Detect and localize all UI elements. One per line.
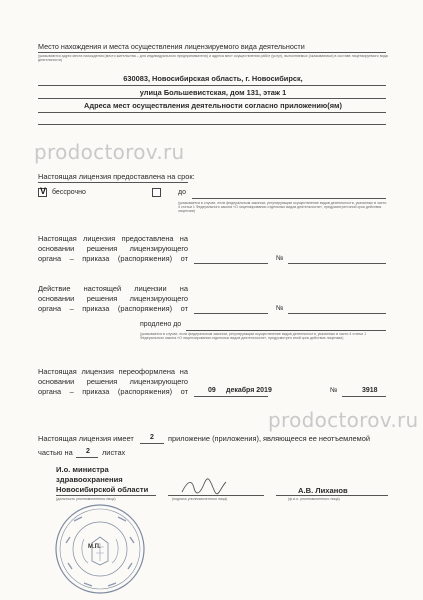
reissue-number: 3918: [362, 387, 378, 394]
basis-line-2: основании решения лицензирующего: [38, 244, 188, 253]
header-title: Место нахождения и места осуществления лицензируемого вида деятельности: [38, 42, 305, 51]
term-label: Настоящая лицензия предоставлена на срок:: [38, 172, 195, 181]
reissue-month-year: декабря 2019: [226, 387, 272, 394]
signer-position-line-2: здравоохранения: [56, 475, 123, 484]
address-line-2: улица Большевистская, дом 131, этаж 1: [139, 88, 287, 97]
header-rule: [38, 52, 386, 53]
basis-number-rule: [288, 263, 386, 264]
term-until-checkbox[interactable]: [152, 188, 161, 197]
basis-number-label: №: [276, 255, 284, 262]
stamp-mp: М.П.: [88, 544, 101, 550]
reissue-line-3: органа – приказа (распоряжения) от: [38, 387, 188, 396]
attachments-prefix: Настоящая лицензия имеет: [38, 434, 134, 443]
validity-extended-label: продлено до: [140, 321, 182, 328]
attachments-sheets-rule: [76, 457, 98, 458]
signature-rule: [168, 495, 264, 496]
validity-line-2: основании решения лицензирующего: [38, 294, 188, 303]
address-line-1: 630083, Новосибирская область, г. Новосибирск,: [123, 74, 303, 83]
basis-line-1: Настоящая лицензия предоставлена на: [38, 234, 188, 243]
reissue-line-2: основании решения лицензирующего: [38, 377, 188, 386]
validity-line-3: органа – приказа (распоряжения) от: [38, 304, 188, 313]
address-rule-3: [38, 112, 386, 113]
signer-name-caption: (ф.и.о. уполномоченного лица): [288, 497, 340, 501]
attachments-suffix: приложение (приложения), являющееся ее неотъемлемой: [168, 434, 370, 443]
attachments-part-prefix: частью на: [38, 448, 73, 457]
signer-position-caption: (должность уполномоченного лица): [56, 497, 116, 501]
signer-position-line-1: И.о. министра: [56, 465, 109, 474]
validity-date-rule: [194, 313, 268, 314]
checkmark: V: [40, 186, 47, 196]
reissue-number-label: №: [330, 387, 338, 394]
basis-date-rule: [194, 263, 268, 264]
signer-position-rule: [56, 495, 156, 496]
attachments-count-rule: [140, 443, 164, 444]
address-rule-1: [38, 85, 386, 86]
address-rule-4: [38, 124, 386, 125]
watermark-top: prodoctorov.ru: [34, 140, 185, 164]
address-line-3: Адреса мест осуществления деятельности согласно приложению(ям): [84, 101, 342, 110]
watermark-bottom: prodoctorov.ru: [268, 408, 419, 432]
validity-number-label: №: [276, 305, 284, 312]
attachments-count: 2: [150, 434, 154, 441]
reissue-number-rule: [342, 396, 386, 397]
reissue-date-rule: [194, 396, 268, 397]
signature-caption: (подпись уполномоченного лица): [172, 497, 228, 501]
term-unlimited-checkbox[interactable]: [38, 188, 47, 197]
reissue-day: 09: [208, 387, 216, 394]
signer-position-line-3: Новосибирской области: [56, 485, 149, 494]
term-note: (указывается в случае, если федеральным законом, регулирующим осуществление видов деятельности, указанных в части 4 статьи 1 Федерального закона «О лицензировании отдельных видов деятельности», предусмотрен иной срок действия лицензии): [178, 201, 387, 214]
header-subtitle: (указываются адрес места нахождения (место жительства – для индивидуального предпринимателя) и адреса мест осуществления работ (услуг), выполняемых (оказываемых) в составе лицензируемого вида деятельности): [38, 54, 388, 63]
validity-note: (указывается в случае, если федеральным законом, регулирующим осуществление видов деятельности, указанных в части 4 статьи 1 Федерального закона «О лицензировании отдельных видов деятельности», предусмотрен иной срок действия лицензии): [140, 332, 367, 341]
basis-line-3: органа – приказа (распоряжения) от: [38, 254, 188, 263]
attachments-sheets-label: листах: [102, 448, 126, 457]
address-rule-2: [38, 98, 386, 99]
attachments-sheets: 2: [86, 448, 90, 455]
term-date-rule: [192, 198, 386, 199]
validity-extended-rule: [186, 330, 386, 331]
reissue-line-1: Настоящая лицензия переоформлена на: [38, 367, 188, 376]
signer-name-rule: [276, 495, 388, 496]
signer-name: А.В. Лиханов: [298, 486, 348, 495]
validity-line-1: Действие настоящей лицензии на: [38, 284, 188, 293]
term-rule: [38, 182, 188, 183]
term-until-label: до: [178, 189, 186, 196]
validity-number-rule: [288, 313, 386, 314]
term-unlimited-label: бессрочно: [52, 189, 86, 196]
